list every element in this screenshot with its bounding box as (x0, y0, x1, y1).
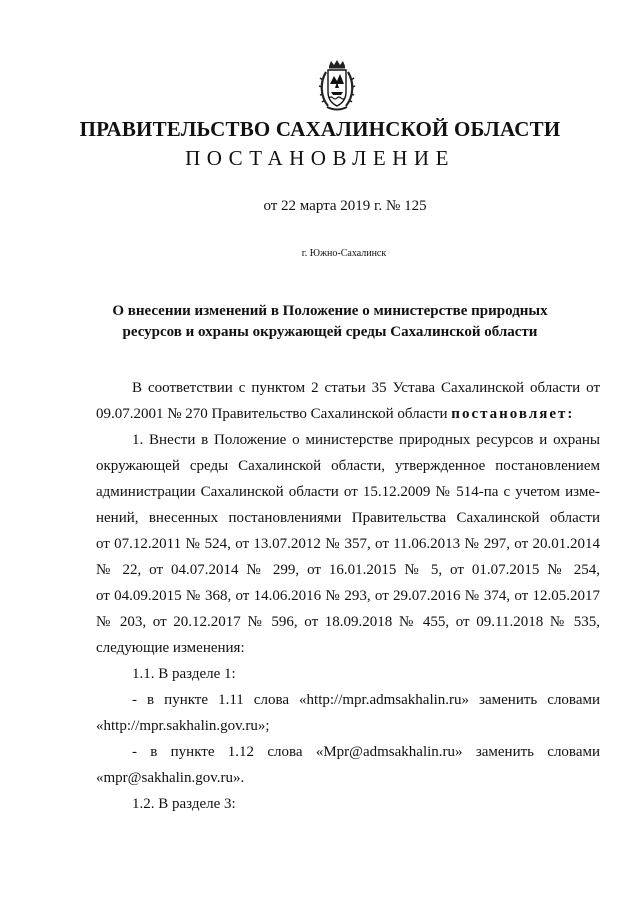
body-line: «http://mpr.sakhalin.gov.ru»; (96, 718, 270, 734)
coat-of-arms-emblem (318, 60, 356, 112)
body-line: «mpr@sakhalin.gov.ru». (96, 770, 245, 786)
body-line: нений, внесенных постановлениями Правительства Сахалинской области (96, 510, 600, 526)
body-line: окружающей среды Сахалинской области, утвержденное постановлением (96, 458, 600, 474)
document-title (100, 301, 560, 343)
body-line: - в пункте 1.11 слова «http://mpr.admsakhalin.ru» заменить словами (132, 692, 600, 708)
body-line: 1. Внести в Положение о министерстве природных ресурсов и охраны (132, 432, 600, 448)
document-title-line: ресурсов и охраны окружающей среды Сахалинской области (122, 324, 538, 340)
document-date-number: от 22 марта 2019 г. № 125 (263, 198, 427, 214)
document-title-line: О внесении изменений в Положение о министерстве природных (112, 303, 548, 319)
body-line: № 203, от 20.12.2017 № 596, от 18.09.2018 № 455, от 09.11.2018 № 535, (96, 614, 600, 630)
body-line: 1.1. В разделе 1: (132, 666, 236, 682)
body-line: администрации Сахалинской области от 15.12.2009 № 514-па с учетом изме- (96, 484, 600, 500)
body-line: - в пункте 1.12 слова «Mpr@admsakhalin.ru» заменить словами (132, 744, 600, 760)
body-line: № 22, от 04.07.2014 № 299, от 16.01.2015 № 5, от 01.07.2015 № 254, (96, 562, 600, 578)
organization-name: ПРАВИТЕЛЬСТВО САХАЛИНСКОЙ ОБЛАСТИ (79, 117, 561, 141)
document-city: г. Южно-Сахалинск (301, 248, 387, 259)
body-line (96, 401, 600, 427)
body-line-text: 09.07.2001 № 270 Правительство Сахалинской области (96, 406, 452, 422)
document-type: ПОСТАНОВЛЕНИЕ (185, 146, 455, 170)
document-body (96, 375, 600, 817)
body-line: 1.2. В разделе 3: (132, 796, 236, 812)
body-line: от 04.09.2015 № 368, от 14.06.2016 № 293, от 29.07.2016 № 374, от 12.05.2017 (96, 588, 600, 604)
body-line: от 07.12.2011 № 524, от 13.07.2012 № 357, от 11.06.2013 № 297, от 20.01.2014 (96, 536, 600, 552)
body-line: В соответствии с пунктом 2 статьи 35 Устава Сахалинской области от (132, 380, 600, 396)
resolves-keyword: постановляет: (451, 406, 575, 422)
body-line: следующие изменения: (96, 640, 245, 656)
